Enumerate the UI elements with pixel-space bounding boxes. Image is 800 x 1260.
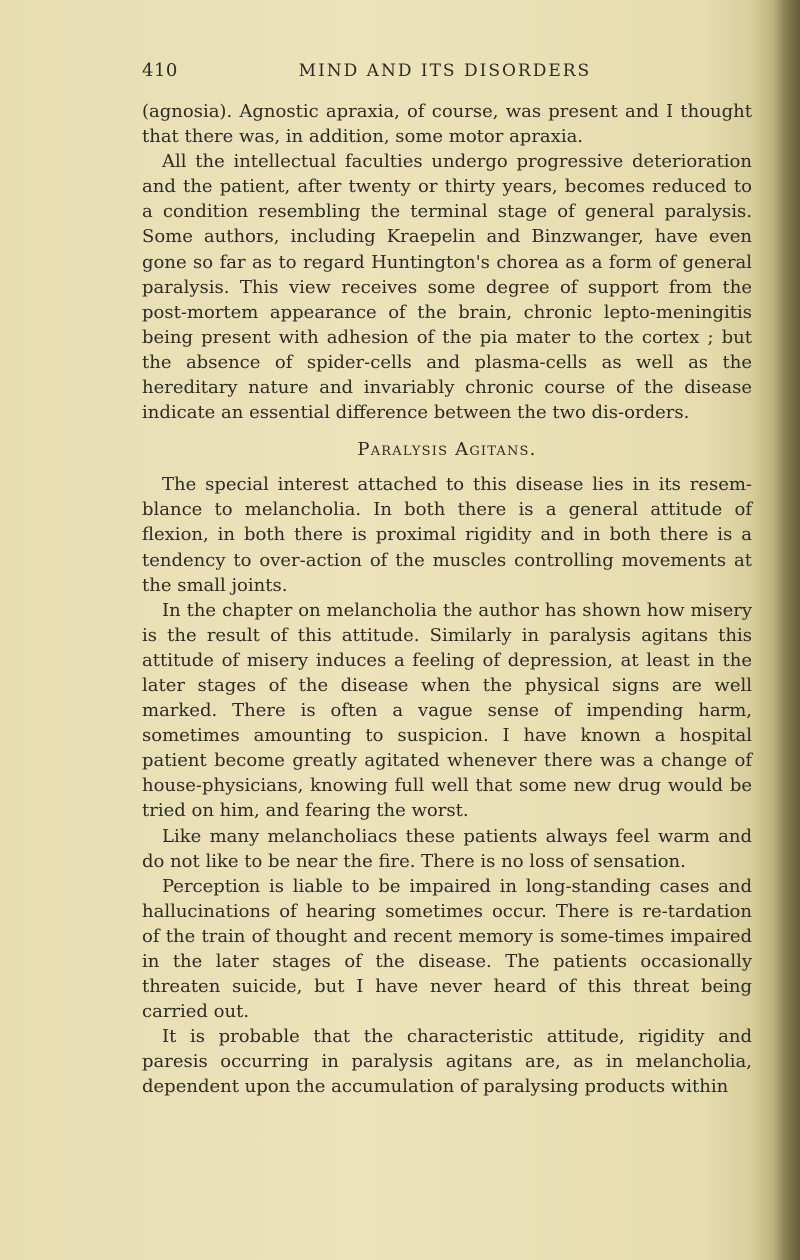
- running-title: MIND AND ITS DISORDERS: [298, 61, 592, 81]
- page-edge-shadow: [774, 0, 800, 1260]
- section-heading: Paralysis Agitans.: [357, 439, 537, 461]
- page-number: 410: [142, 60, 178, 81]
- paragraph: Like many melancholiacs these patients always feel warm and do not like to be near the fire. There is no loss of sensation.: [142, 825, 752, 872]
- paragraph: In the chapter on melancholia the author has shown how misery is the result of this attitude. Similarly in paralysis agitans this attitude of misery induces a feeling of depression, at least in the later stages of the disease when the physical signs are well marked. There is often a vague sense of impending harm, sometimes amounting to suspicion. I have known a hospital patient become greatly agitated whenever there was a change of house-physicians, knowing full well that some new drug would be tried on him, and fearing the worst.: [142, 599, 752, 822]
- paragraph: The special interest attached to this disease lies in its resem-blance to melancholia. In both there is a general attitude of flexion, in both there is proximal rigidity and in both there is a tendency to over-action of the muscles controlling movements at the small joints.: [142, 474, 752, 596]
- paragraph: It is probable that the characteristic attitude, rigidity and paresis occurring in paralysis agitans are, as in melancholia, dependent upon the accumulation of paralysing products within: [142, 1026, 752, 1098]
- paragraph-continued: (agnosia). Agnostic apraxia, of course, was present and I thought that there was, in addition, some motor apraxia.: [142, 101, 752, 148]
- paragraph: Perception is liable to be impaired in long-standing cases and hallucinations of hearing sometimes occur. There is re-tardation of the train of thought and recent memory is some-times impaired in the later stages of the disease. The patients occasionally threaten suicide, but I have never heard of this threat being carried out.: [142, 875, 752, 1023]
- page-content: [142, 60, 752, 1100]
- paragraph: All the intellectual faculties undergo progressive deterioration and the patient, after twenty or thirty years, becomes reduced to a condition resembling the terminal stage of general paralysis. Some authors, including Kraepelin and Binzwanger, have even gone so far as to regard Huntington's chorea as a form of general paralysis. This view receives some degree of support from the post-mortem appearance of the brain, chronic lepto-meningitis being present with adhesion of the pia mater to the cortex ; but the absence of spider-cells and plasma-cells as well as the hereditary nature and invariably chronic course of the disease indicate an essential difference between the two dis-orders.: [142, 151, 752, 424]
- page-header: [142, 60, 752, 81]
